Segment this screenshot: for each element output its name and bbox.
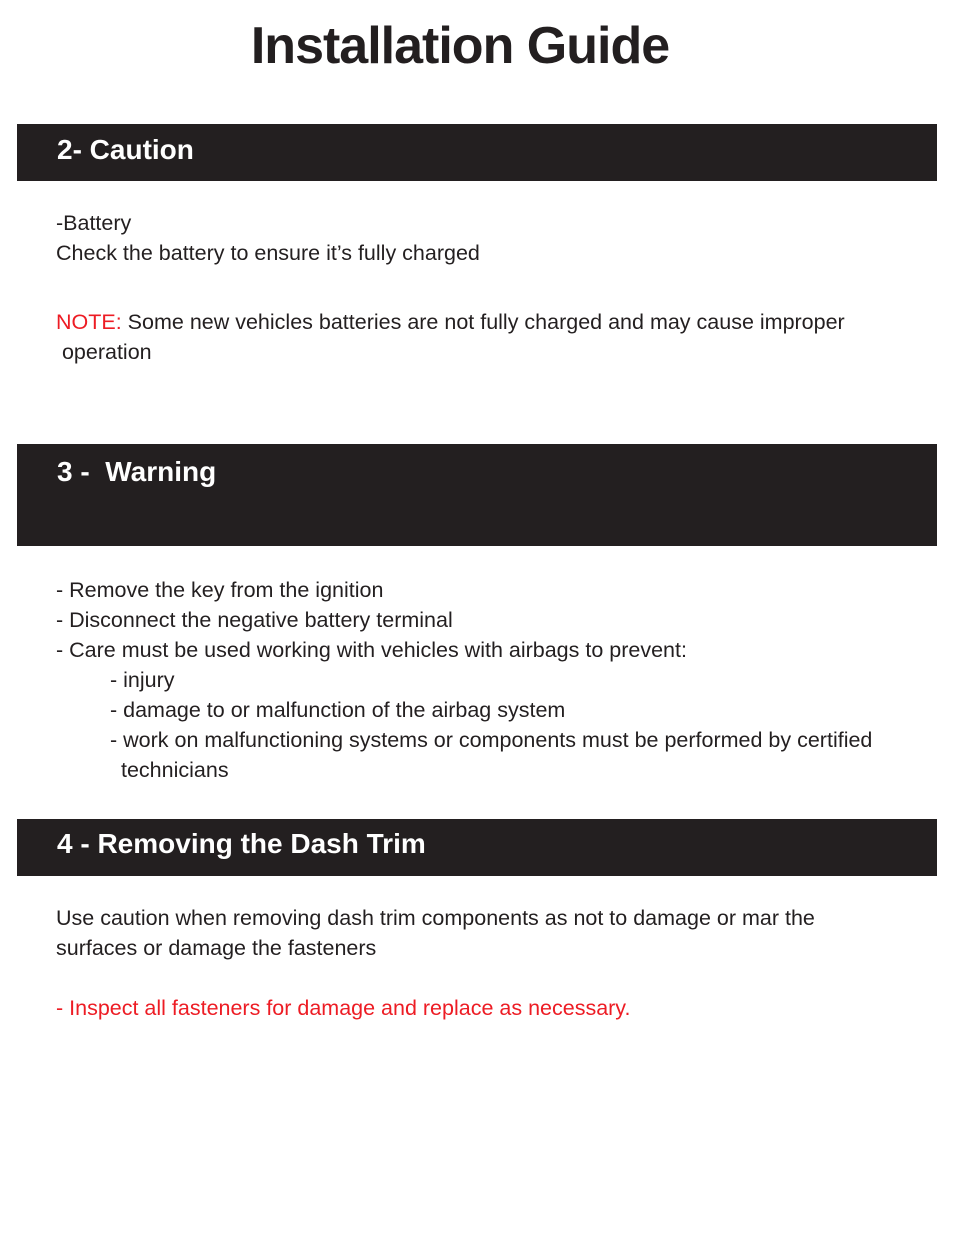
section-title-caution: 2- Caution <box>57 134 194 165</box>
section-header-warning <box>17 444 937 546</box>
section-title-dash-trim: 4 - Removing the Dash Trim <box>57 828 426 859</box>
inspect-fasteners-note: - Inspect all fasteners for damage and replace as necessary. <box>56 996 631 1020</box>
warning-subitem-continued: technicians <box>121 758 229 782</box>
page-title: Installation Guide <box>250 17 670 75</box>
warning-subitem: - damage to or malfunction of the airbag system <box>110 698 566 722</box>
note-label: NOTE: <box>56 310 122 334</box>
warning-subitem: - work on malfunctioning systems or components must be performed by certified <box>110 728 873 752</box>
section-header-dash-trim <box>17 819 937 876</box>
warning-item: - Remove the key from the ignition <box>56 578 384 602</box>
dash-trim-paragraph: Use caution when removing dash trim components as not to damage or mar the <box>56 906 815 930</box>
battery-note <box>56 307 845 337</box>
section-header-caution <box>17 124 937 181</box>
battery-label: -Battery <box>56 211 132 235</box>
note-text: Some new vehicles batteries are not fully charged and may cause improper <box>121 310 845 334</box>
note-text-continued: operation <box>56 340 152 364</box>
dash-trim-paragraph-continued: surfaces or damage the fasteners <box>56 936 377 960</box>
battery-instruction: Check the battery to ensure it’s fully charged <box>56 241 480 265</box>
warning-item: - Care must be used working with vehicles with airbags to prevent: <box>56 638 687 662</box>
warning-subitem: - injury <box>110 668 175 692</box>
section-title-warning: 3 - Warning <box>57 456 217 487</box>
warning-item: - Disconnect the negative battery terminal <box>56 608 453 632</box>
